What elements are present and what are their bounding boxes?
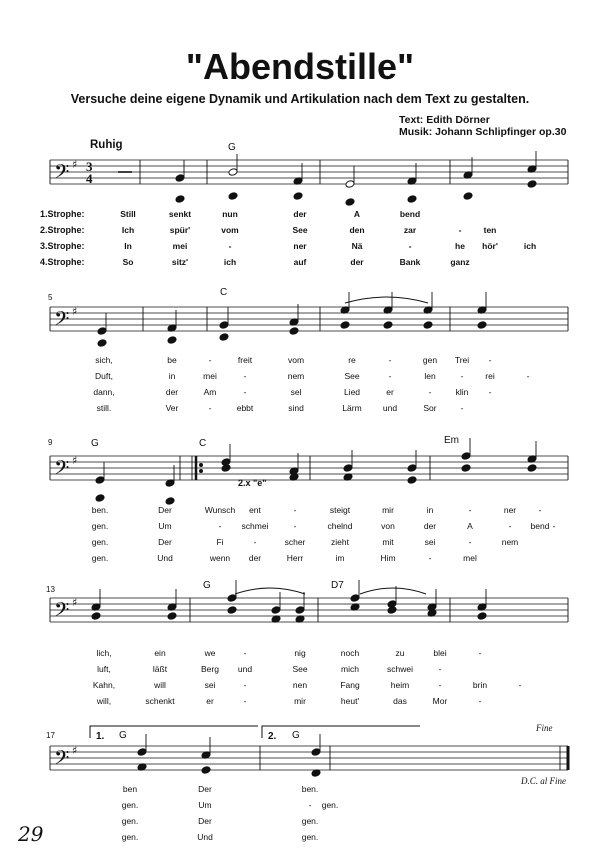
lyric-syllable: See <box>292 664 308 674</box>
volta-second-ending: 2. <box>268 731 277 742</box>
lyric-syllable: - <box>468 505 472 515</box>
notehead <box>343 464 353 473</box>
lyric-syllable: - <box>538 505 542 515</box>
notehead <box>423 321 433 330</box>
lyric-syllable: still. <box>96 403 112 413</box>
lyric-syllable: Und <box>197 832 213 842</box>
sharp-key-signature-icon: ♯ <box>72 744 78 757</box>
lyric-syllable: gen <box>422 355 438 365</box>
repeat-dot <box>200 470 203 473</box>
lyric-syllable: zu <box>395 648 405 658</box>
lyric-syllable: - <box>508 521 512 531</box>
lyric-syllable: - <box>518 680 522 690</box>
lyric-syllable: - <box>478 696 482 706</box>
lyric-syllable: gen. <box>121 832 139 842</box>
lyric-syllable: der <box>248 553 262 563</box>
verse-label-1: 1.Strophe: <box>40 209 85 219</box>
lyric-syllable: nig <box>294 648 306 658</box>
lyric-syllable: ben <box>122 784 138 794</box>
repeat-dot <box>200 464 203 467</box>
lyric-syllable: das <box>393 696 407 706</box>
lyric-syllable: der <box>423 521 437 531</box>
volta-first-ending: 1. <box>96 731 105 742</box>
lyric-syllable: mel <box>463 553 477 563</box>
notehead <box>340 321 350 330</box>
lyric-syllable: der <box>293 209 307 219</box>
lyric-syllable: ben. <box>91 505 109 515</box>
lyric-syllable: gen. <box>121 800 139 810</box>
bar-number: 13 <box>46 585 55 594</box>
lyric-syllable: Fi <box>216 537 224 547</box>
lyric-syllable: nen <box>292 680 308 690</box>
chord-symbol: G <box>91 438 99 449</box>
notehead <box>91 612 101 621</box>
notehead <box>383 321 393 330</box>
lyric-syllable: ten <box>483 225 497 235</box>
repeat-annotation: 2.x "e" <box>238 478 267 488</box>
notehead <box>461 464 471 473</box>
lyric-syllable: - <box>478 648 482 658</box>
lyric-syllable: - <box>460 403 464 413</box>
notehead <box>219 321 229 330</box>
notehead <box>345 198 355 207</box>
notehead <box>461 452 471 461</box>
notehead <box>289 327 299 336</box>
sharp-key-signature-icon: ♯ <box>72 596 78 609</box>
lyric-syllable: Nä <box>351 241 363 251</box>
notehead <box>219 333 229 342</box>
notehead <box>293 192 303 201</box>
lyric-syllable: - <box>208 355 212 365</box>
lyric-syllable: - <box>526 371 530 381</box>
lyric-syllable: Mor <box>432 696 448 706</box>
lyric-syllable: Ver <box>165 403 179 413</box>
lyric-syllable: zar <box>403 225 417 235</box>
verse-label-2: 2.Strophe: <box>40 225 85 235</box>
lyric-syllable: und <box>382 403 398 413</box>
lyric-syllable: - <box>438 664 442 674</box>
lyric-syllable: ich <box>223 257 237 267</box>
lyric-syllable: steigt <box>329 505 351 515</box>
lyric-syllable: gen. <box>91 521 109 531</box>
lyric-syllable: - <box>488 355 492 365</box>
lyric-syllable: vom <box>287 355 305 365</box>
notehead <box>477 321 487 330</box>
lyric-syllable: Der <box>158 537 172 547</box>
notehead <box>350 594 360 603</box>
lyric-syllable: See <box>344 371 360 381</box>
lyric-syllable: len <box>424 371 436 381</box>
lyric-syllable: sich, <box>95 355 113 365</box>
sharp-key-signature-icon: ♯ <box>72 305 78 318</box>
lyric-syllable: - <box>293 505 297 515</box>
notehead <box>175 174 185 183</box>
lyric-syllable: luft, <box>97 664 111 674</box>
fine-marking: Fine <box>536 723 553 733</box>
lyric-syllable: re <box>348 355 356 365</box>
slur <box>235 588 305 594</box>
lyric-syllable: - <box>458 225 462 235</box>
lyric-syllable: gen. <box>301 832 319 842</box>
notehead <box>175 195 185 204</box>
lyric-syllable: Ich <box>121 225 135 235</box>
lyric-syllable: ich <box>523 241 537 251</box>
lyric-syllable: nem <box>287 371 305 381</box>
tempo-marking: Ruhig <box>90 139 123 151</box>
lyric-syllable: mir <box>294 696 306 706</box>
lyric-syllable: bend <box>399 209 421 219</box>
lyric-syllable: dann, <box>93 387 115 397</box>
lyric-syllable: sei <box>424 537 436 547</box>
lyric-syllable: Berg <box>201 664 219 674</box>
lyric-syllable: - <box>388 355 392 365</box>
song-title: "Abendstille" <box>185 46 415 87</box>
lyric-syllable: Der <box>198 816 212 826</box>
lyric-syllable: See <box>292 225 308 235</box>
lyric-syllable: - <box>468 537 472 547</box>
time-signature: 3 <box>86 159 93 174</box>
bass-clef-icon: 𝄢 <box>54 746 70 774</box>
lyric-syllable: Der <box>198 784 212 794</box>
lyric-syllable: Am <box>203 387 217 397</box>
lyric-syllable: nem <box>501 537 519 547</box>
lyric-syllable: vom <box>221 225 239 235</box>
lyric-syllable: - <box>408 241 412 251</box>
notehead <box>228 168 238 177</box>
lyric-syllable: Fang <box>340 680 360 690</box>
lyric-syllable: wenn <box>209 553 231 563</box>
lyric-syllable: schwei <box>387 664 413 674</box>
lyric-syllable: Trei <box>454 355 470 365</box>
lyric-syllable: gen. <box>91 537 109 547</box>
volta-bracket <box>90 726 258 738</box>
notehead <box>165 497 175 506</box>
chord-symbol: Em <box>444 435 459 446</box>
lyric-syllable: Der <box>158 505 172 515</box>
lyric-syllable: heut' <box>340 696 360 706</box>
lyric-syllable: und <box>237 664 253 674</box>
lyric-syllable: A <box>467 521 473 531</box>
lyric-syllable: be <box>167 355 177 365</box>
lyric-syllable: - <box>460 371 464 381</box>
notehead <box>463 192 473 201</box>
lyric-syllable: - <box>253 537 257 547</box>
lyric-syllable: - <box>243 696 247 706</box>
lyric-syllable: mir <box>382 505 394 515</box>
lyric-syllable: noch <box>340 648 360 658</box>
bass-clef-icon: 𝄢 <box>54 307 70 335</box>
lyric-syllable: we <box>204 648 216 658</box>
lyric-syllable: he <box>455 241 465 251</box>
lyric-syllable: - <box>428 387 432 397</box>
notehead <box>227 606 237 615</box>
chord-symbol: C <box>220 287 228 298</box>
lyric-syllable: - <box>243 387 247 397</box>
notehead <box>407 195 417 204</box>
lyric-syllable: - <box>488 387 492 397</box>
lyric-syllable: lich, <box>96 648 112 658</box>
lyric-syllable: den <box>349 225 365 235</box>
lyric-syllable: Wunsch <box>204 505 236 515</box>
lyric-syllable: mit <box>382 537 394 547</box>
lyric-syllable: in <box>426 505 434 515</box>
chord-symbol: G <box>228 142 236 153</box>
verse-label-4: 4.Strophe: <box>40 257 85 267</box>
lyric-syllable: - <box>438 680 442 690</box>
lyric-syllable: ebbt <box>236 403 254 413</box>
bass-clef-icon: 𝄢 <box>54 160 70 188</box>
notehead <box>527 180 537 189</box>
lyric-syllable: - <box>552 521 556 531</box>
lyric-syllable: spür' <box>169 225 191 235</box>
lyric-syllable: Sor <box>423 403 437 413</box>
lyric-syllable: Still <box>120 209 136 219</box>
lyric-syllable: Him <box>380 553 396 563</box>
notehead <box>295 606 305 615</box>
lyric-syllable: ben. <box>301 784 319 794</box>
lyric-syllable: Herr <box>286 553 304 563</box>
notehead <box>97 327 107 336</box>
lyric-syllable: brin <box>472 680 488 690</box>
da-capo-marking: D.C. al Fine <box>521 776 566 786</box>
lyric-syllable: gen. <box>91 553 109 563</box>
notehead <box>228 192 238 201</box>
lyric-syllable: - <box>218 521 222 531</box>
lyric-syllable: scher <box>284 537 306 547</box>
bar-number: 9 <box>48 438 53 447</box>
lyric-syllable: gen. <box>301 816 319 826</box>
lyric-syllable: schmei <box>241 521 269 531</box>
bar-number: 17 <box>46 731 55 740</box>
text-credit: Text: Edith Dörner <box>399 114 490 126</box>
lyric-syllable: ner <box>503 505 517 515</box>
notehead <box>271 606 281 615</box>
lyric-syllable: der <box>350 257 364 267</box>
lyric-syllable: klin <box>455 387 469 397</box>
lyric-syllable: in <box>168 371 176 381</box>
lyric-syllable: er <box>206 696 214 706</box>
lyric-syllable: blei <box>433 648 447 658</box>
lyric-syllable: - <box>243 680 247 690</box>
lyric-syllable: nun <box>222 209 238 219</box>
lyric-syllable: sitz' <box>171 257 189 267</box>
lyric-syllable: Bank <box>399 257 421 267</box>
chord-symbol: G <box>119 730 127 741</box>
chord-symbol: G <box>203 580 211 591</box>
lyric-syllable: mei <box>203 371 217 381</box>
time-signature: 4 <box>86 171 93 186</box>
lyric-syllable: gen. <box>121 816 139 826</box>
lyric-syllable: gen. <box>321 800 339 810</box>
lyric-syllable: In <box>124 241 132 251</box>
lyric-syllable: heim <box>390 680 410 690</box>
lyric-syllable: senkt <box>168 209 192 219</box>
sharp-key-signature-icon: ♯ <box>72 454 78 467</box>
lyric-syllable: chelnd <box>327 521 353 531</box>
volta-bracket <box>262 726 420 738</box>
lyric-syllable: So <box>122 257 134 267</box>
lyric-syllable: - <box>243 371 247 381</box>
lyric-syllable: rei <box>485 371 495 381</box>
lyric-syllable: schenkt <box>145 696 175 706</box>
slur <box>360 588 426 594</box>
lyric-syllable: im <box>335 553 345 563</box>
verse-label-3: 3.Strophe: <box>40 241 85 251</box>
chord-symbol: D7 <box>331 580 344 591</box>
lyric-syllable: will <box>154 680 166 690</box>
lyric-syllable: ent <box>249 505 261 515</box>
lyric-syllable: sei <box>204 680 216 690</box>
chord-symbol: C <box>199 438 207 449</box>
lyric-syllable: Lied <box>343 387 361 397</box>
lyric-syllable: hör' <box>482 241 498 251</box>
lyric-syllable: von <box>381 521 395 531</box>
lyric-syllable: A <box>353 209 361 219</box>
lyric-syllable: mich <box>341 664 359 674</box>
lyric-syllable: freit <box>237 355 253 365</box>
lyric-syllable: sel <box>290 387 302 397</box>
lyric-syllable: - <box>228 241 232 251</box>
bass-clef-icon: 𝄢 <box>54 456 70 484</box>
notehead <box>407 476 417 485</box>
notehead <box>201 766 211 775</box>
lyric-syllable: Und <box>157 553 173 563</box>
lyric-syllable: - <box>428 553 432 563</box>
sharp-key-signature-icon: ♯ <box>72 158 78 171</box>
notehead <box>137 748 147 757</box>
lyric-syllable: - <box>293 521 297 531</box>
lyric-syllable: bend <box>530 521 550 531</box>
bar-number: 5 <box>48 293 53 302</box>
notehead <box>311 748 321 757</box>
lyric-syllable: läßt <box>152 664 168 674</box>
lyric-syllable: er <box>386 387 394 397</box>
lyric-syllable: ein <box>154 648 166 658</box>
notehead <box>97 339 107 348</box>
lyric-syllable: sind <box>288 403 304 413</box>
lyric-syllable: ganz <box>450 257 470 267</box>
bass-clef-icon: 𝄢 <box>54 598 70 626</box>
lyric-syllable: mei <box>172 241 188 251</box>
notehead <box>407 464 417 473</box>
lyric-syllable: der <box>165 387 179 397</box>
lyric-syllable: Um <box>158 521 172 531</box>
notehead <box>95 494 105 503</box>
lyric-syllable: Duft, <box>95 371 113 381</box>
lyric-syllable: - <box>243 648 247 658</box>
notehead <box>167 336 177 345</box>
lyric-syllable: will, <box>96 696 112 706</box>
lyric-syllable: zieht <box>331 537 349 547</box>
lyric-syllable: ner <box>293 241 307 251</box>
notehead <box>477 612 487 621</box>
lyric-syllable: - <box>388 371 392 381</box>
lyric-syllable: - <box>208 403 212 413</box>
lyric-syllable: Um <box>198 800 212 810</box>
page-number: 29 <box>18 822 44 846</box>
lyric-syllable: auf <box>293 257 307 267</box>
lyric-syllable: - <box>308 800 312 810</box>
chord-symbol: G <box>292 730 300 741</box>
instruction-text: Versuche deine eigene Dynamik und Artikulation nach dem Text zu gestalten. <box>70 92 530 106</box>
music-credit: Musik: Johann Schlipfinger op.30 <box>399 126 567 138</box>
notehead <box>527 464 537 473</box>
notehead <box>167 612 177 621</box>
notehead <box>95 476 105 485</box>
slur <box>345 297 428 303</box>
lyric-syllable: Lärm <box>342 403 362 413</box>
lyric-syllable: Kahn, <box>92 680 116 690</box>
notehead <box>227 594 237 603</box>
notehead <box>345 180 355 189</box>
